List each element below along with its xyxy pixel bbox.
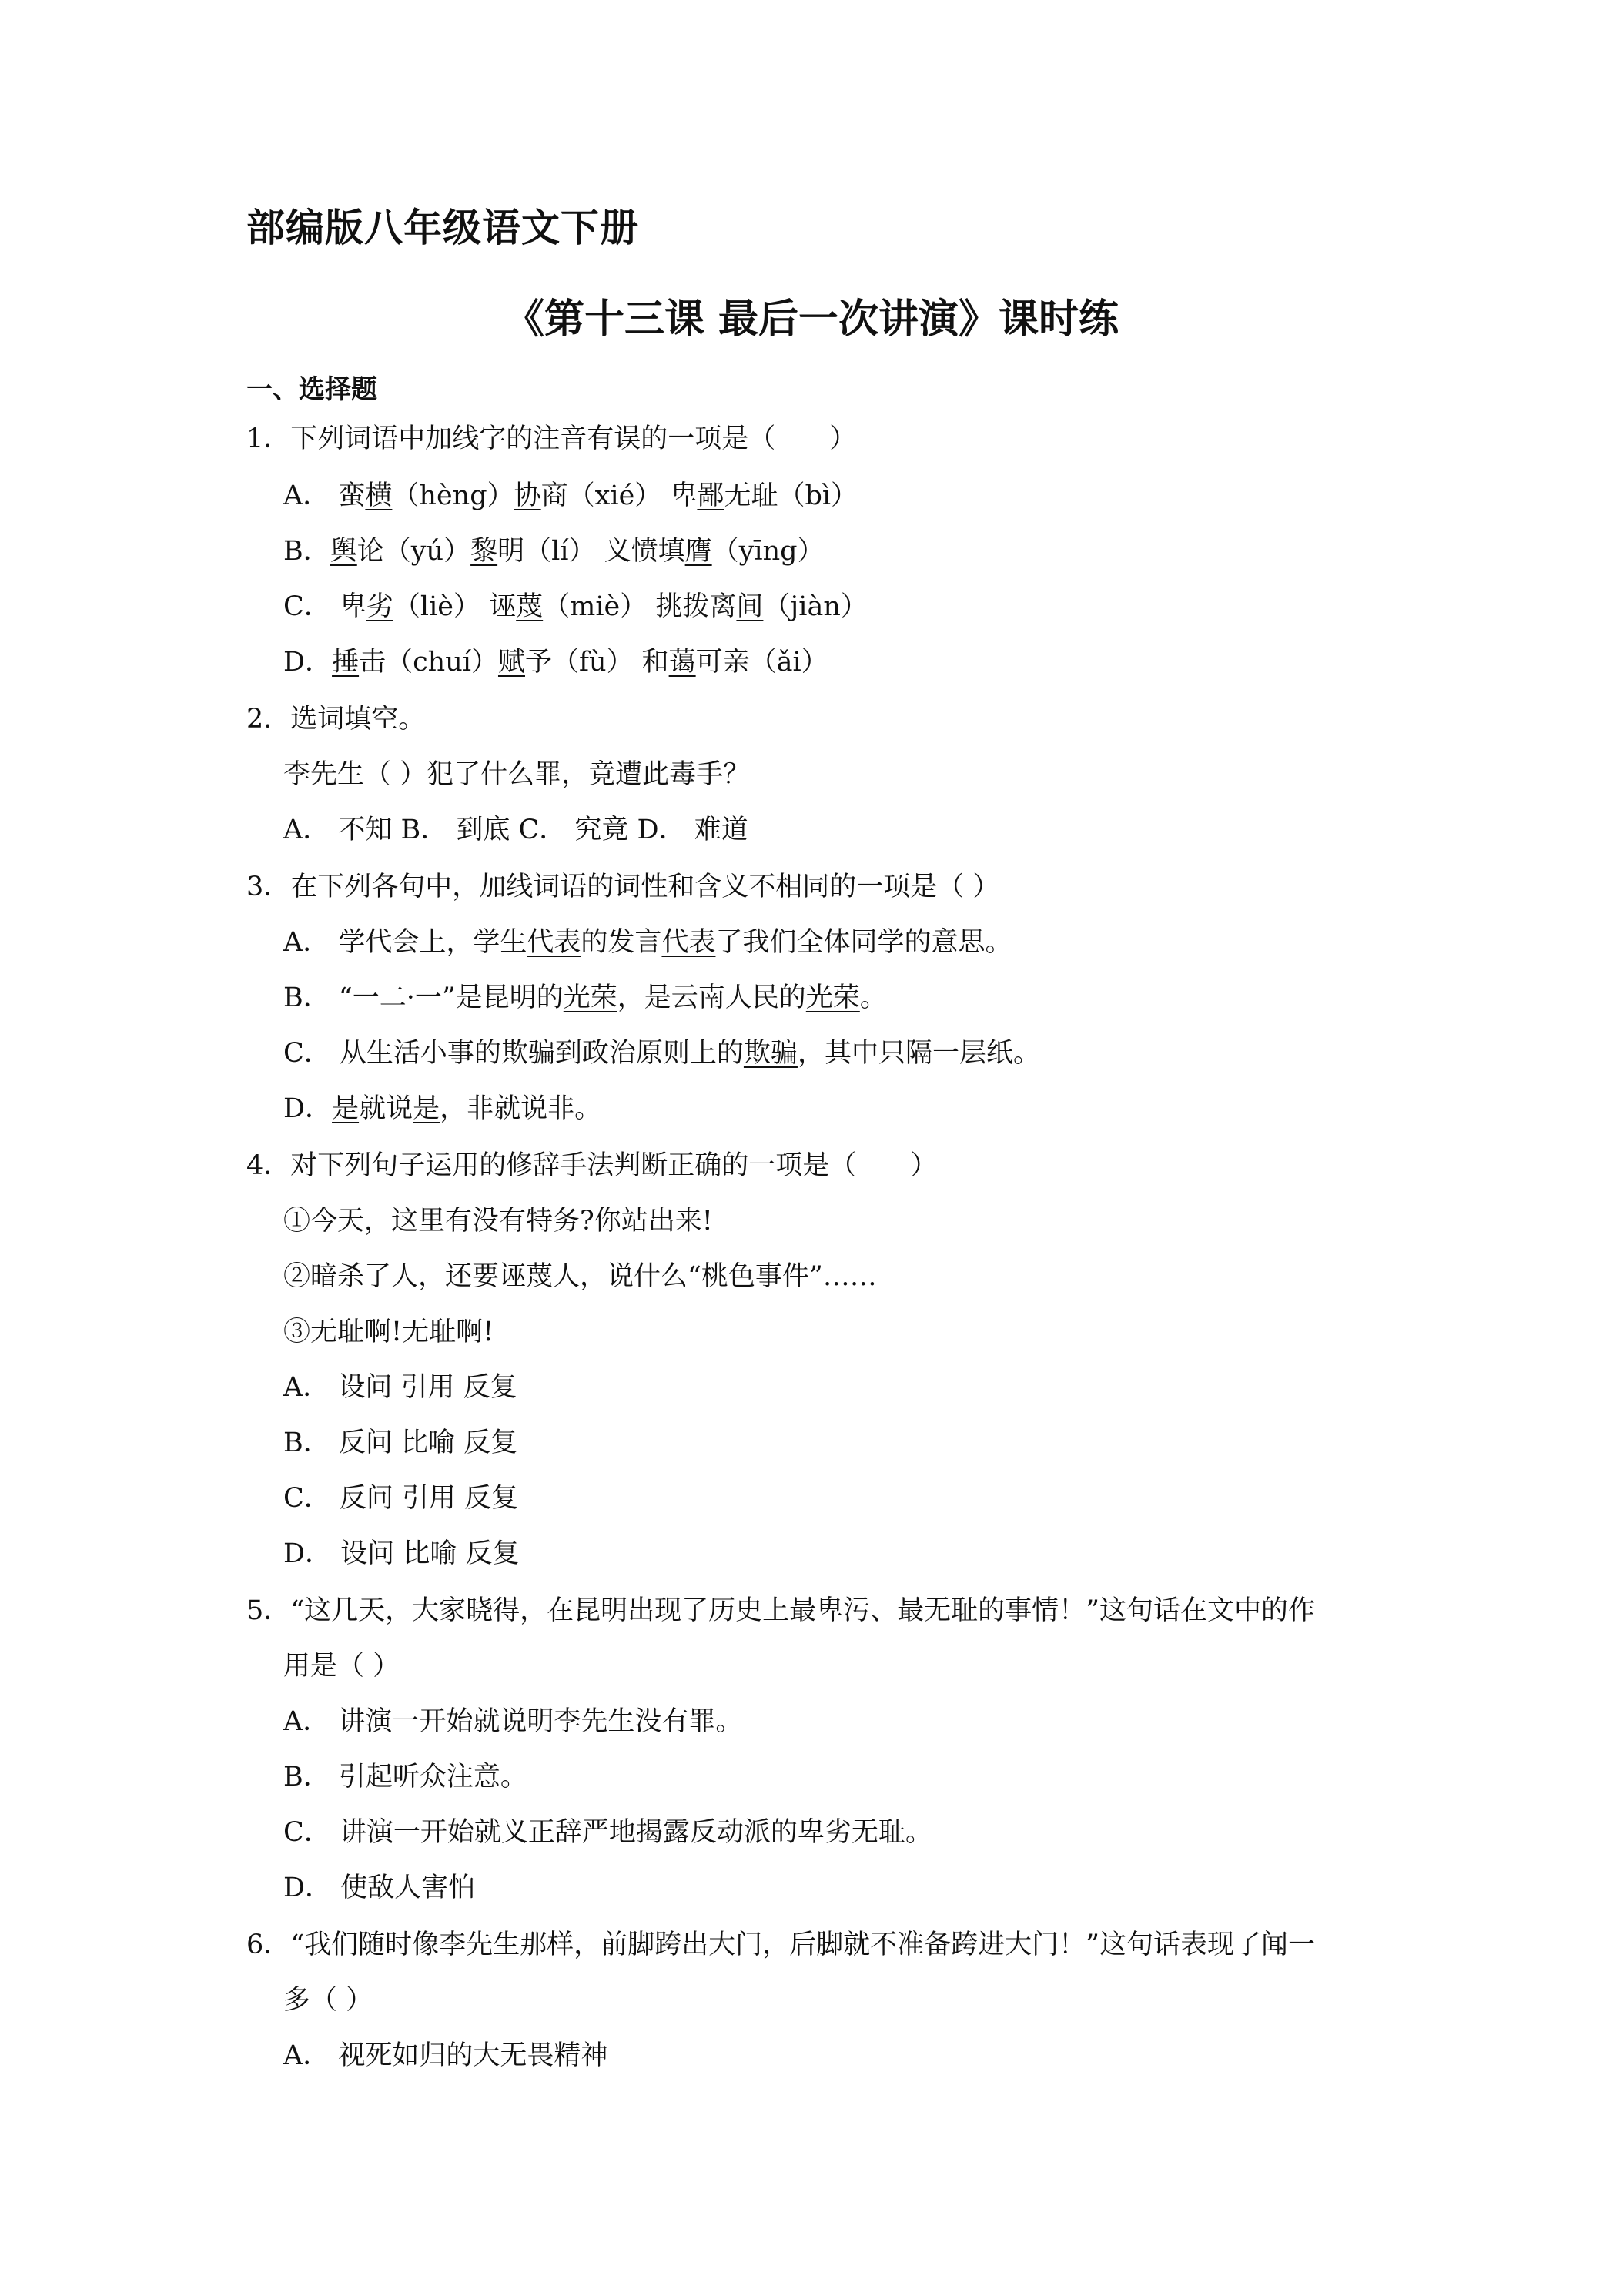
underlined-word: 代表 xyxy=(661,927,716,958)
underlined-char: 蔼 xyxy=(668,647,696,678)
underlined-char: 劣 xyxy=(366,591,393,622)
question-4-option-b: B． 反问 比喻 反复 xyxy=(283,1427,518,1458)
option-text: 的发言 xyxy=(581,927,662,958)
question-1-stem: 1．下列词语中加线字的注音有误的一项是（ ） xyxy=(246,423,857,454)
underlined-word: 光荣 xyxy=(563,982,617,1013)
option-text: 无耻（bì） xyxy=(724,480,858,511)
question-1-option-d xyxy=(283,645,828,679)
option-text: ，其中只隔一层纸。 xyxy=(797,1038,1040,1069)
option-text: （jiàn） xyxy=(763,591,868,622)
underlined-word: 欺骗 xyxy=(743,1038,798,1069)
question-1-option-c xyxy=(283,590,868,624)
option-text: C． 从生活小事的欺骗到政治原则上的 xyxy=(283,1038,744,1069)
question-6-stem-continued: 多（ ） xyxy=(283,1985,373,2016)
underlined-word: 是 xyxy=(413,1093,440,1124)
option-text: 明（lí） 义愤填 xyxy=(497,536,685,567)
textbook-subject: 部编版八年级语文下册 xyxy=(246,206,639,250)
underlined-char: 协 xyxy=(514,480,541,511)
option-text: （miè） 挑拨离 xyxy=(543,591,737,622)
question-2-sentence: 李先生（ ）犯了什么罪，竟遭此毒手？ xyxy=(283,759,751,790)
option-text: B． “一二·一”是昆明的 xyxy=(283,982,564,1013)
question-5-option-c: C． 讲演一开始就义正辞严地揭露反动派的卑劣无耻。 xyxy=(283,1817,932,1848)
question-5-option-b: B． 引起听众注意。 xyxy=(283,1762,527,1792)
option-text: 。 xyxy=(859,982,887,1013)
option-text: A． 学代会上，学生 xyxy=(283,927,527,958)
question-4-option-d: D． 设问 比喻 反复 xyxy=(283,1538,520,1569)
question-5-stem-continued: 用是（ ） xyxy=(283,1651,400,1682)
lesson-title: 《第十三课 最后一次讲演》课时练 xyxy=(504,296,1119,343)
option-text: 予（fù） 和 xyxy=(524,647,669,678)
question-4-option-c: C． 反问 引用 反复 xyxy=(283,1483,519,1514)
question-3-option-b xyxy=(283,981,887,1015)
question-2-stem: 2．选词填空。 xyxy=(246,704,426,735)
option-text: 商（xié） 卑 xyxy=(540,480,698,511)
option-text: D． xyxy=(283,1093,333,1124)
underlined-char: 舆 xyxy=(330,536,357,567)
question-1-option-a xyxy=(283,479,858,513)
option-text: 论（yú） xyxy=(356,536,471,567)
option-text: A． 蛮 xyxy=(283,480,366,511)
question-4-sentence-1: ①今天，这里有没有特务?你站出来! xyxy=(283,1206,713,1237)
option-text: （yīng） xyxy=(711,536,825,567)
section-heading: 一、选择题 xyxy=(246,374,377,405)
question-6-option-a: A． 视死如归的大无畏精神 xyxy=(283,2040,608,2071)
question-5-option-a: A． 讲演一开始就说明李先生没有罪。 xyxy=(283,1706,743,1737)
question-4-stem: 4．对下列句子运用的修辞手法判断正确的一项是（ ） xyxy=(246,1150,938,1181)
underlined-char: 间 xyxy=(736,591,764,622)
option-text: C． 卑 xyxy=(283,591,366,622)
question-1-option-b xyxy=(283,534,825,568)
question-3-stem: 3．在下列各句中，加线词语的词性和含义不相同的一项是（ ） xyxy=(246,872,1000,902)
question-5-stem: 5．“这几天，大家晓得，在昆明出现了历史上最卑污、最无耻的事情！”这句话在文中的作 xyxy=(246,1595,1316,1626)
question-3-option-a xyxy=(283,925,1012,959)
option-text: B． xyxy=(283,536,330,567)
option-text: 击（chuí） xyxy=(359,647,498,678)
question-3-option-d xyxy=(283,1092,601,1126)
underlined-word: 代表 xyxy=(527,927,581,958)
question-4-option-a: A． 设问 引用 反复 xyxy=(283,1372,517,1403)
option-text: （liè） 诬 xyxy=(393,591,517,622)
underlined-char: 鄙 xyxy=(697,480,724,511)
question-4-sentence-2: ②暗杀了人，还要诬蔑人，说什么“桃色事件”…… xyxy=(283,1261,877,1292)
question-5-option-d: D． 使敌人害怕 xyxy=(283,1873,476,1903)
underlined-char: 黎 xyxy=(470,536,498,567)
question-4-sentence-3: ③无耻啊!无耻啊! xyxy=(283,1317,494,1347)
option-text: ，是云南人民的 xyxy=(617,982,806,1013)
option-text: （hèng） xyxy=(392,480,514,511)
underlined-char: 横 xyxy=(365,480,393,511)
question-3-option-c xyxy=(283,1036,1040,1070)
option-text: 就说 xyxy=(359,1093,413,1124)
underlined-word: 是 xyxy=(332,1093,360,1124)
underlined-char: 赋 xyxy=(497,647,525,678)
underlined-word: 光荣 xyxy=(805,982,860,1013)
option-text: 可亲（ǎi） xyxy=(695,647,828,678)
option-text: ，非就说非。 xyxy=(440,1093,602,1124)
underlined-char: 蔑 xyxy=(516,591,544,622)
question-2-options: A． 不知 B． 到底 C． 究竟 D． 难道 xyxy=(283,815,748,845)
question-6-stem: 6．“我们随时像李先生那样，前脚跨出大门，后脚就不准备跨进大门！”这句话表现了闻一 xyxy=(246,1930,1316,1960)
underlined-char: 膺 xyxy=(684,536,712,567)
underlined-char: 捶 xyxy=(332,647,360,678)
option-text: D． xyxy=(283,647,333,678)
option-text: 了我们全体同学的意思。 xyxy=(715,927,1012,958)
